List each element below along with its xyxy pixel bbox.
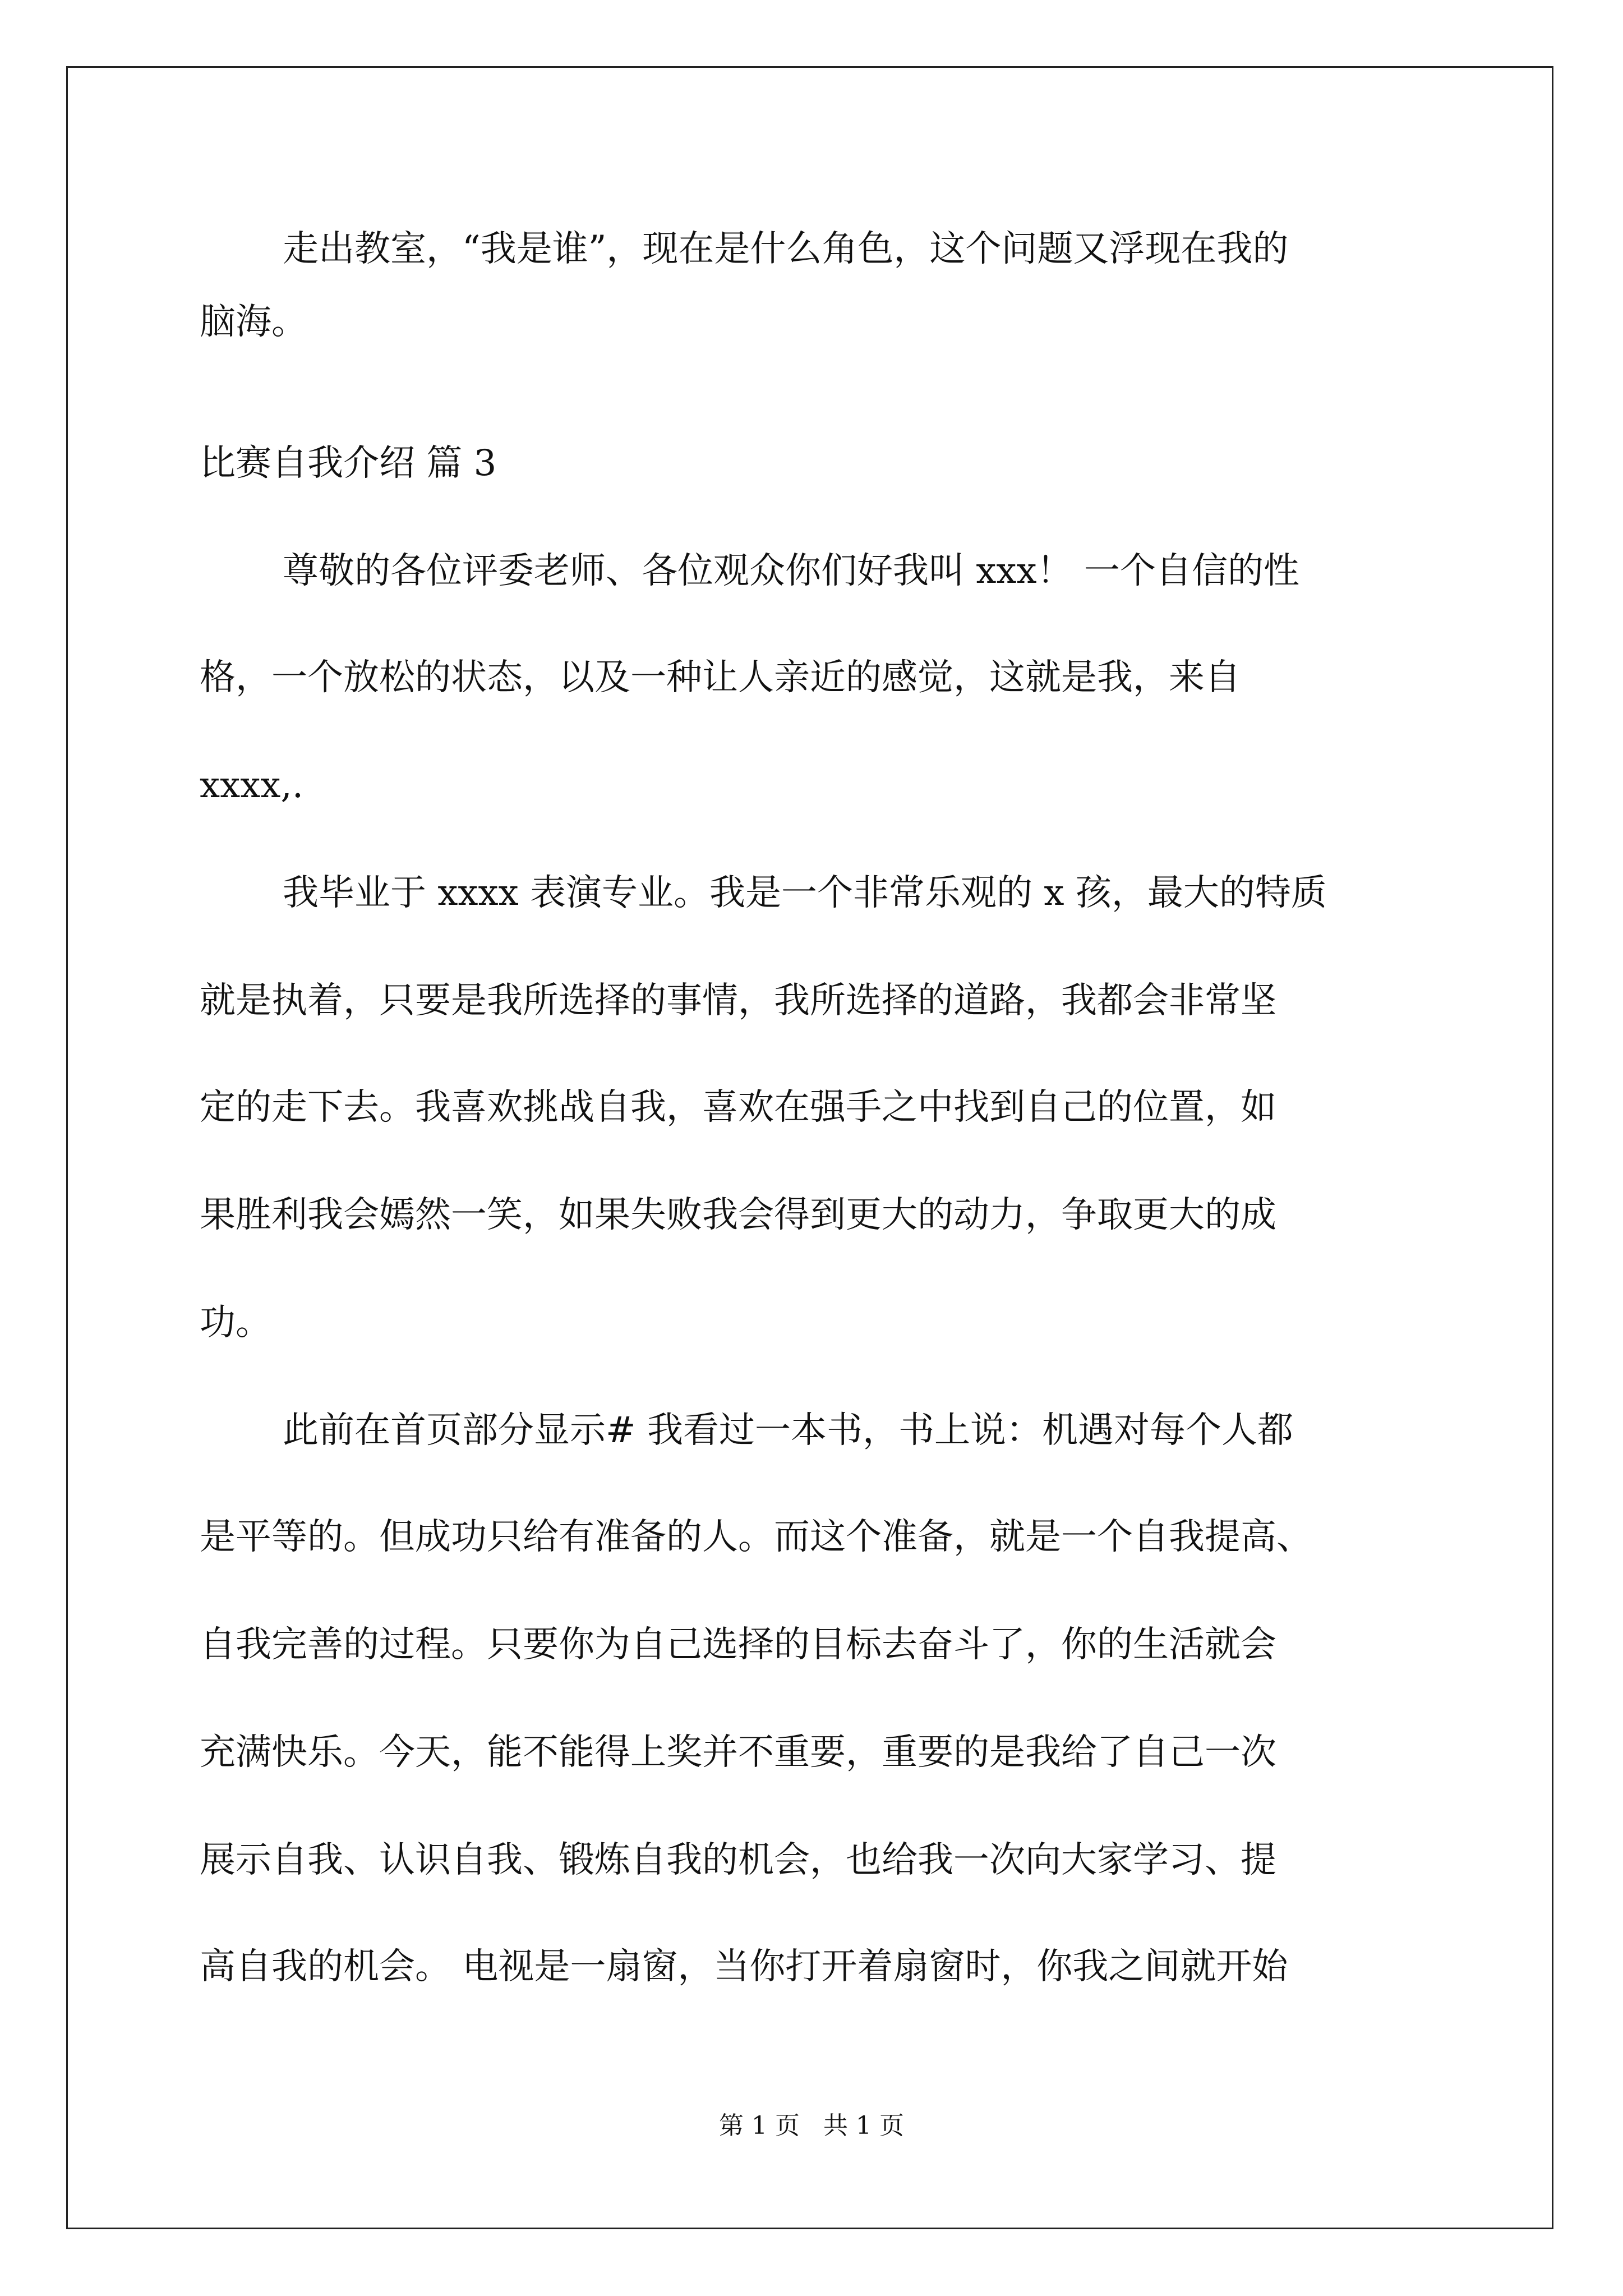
paragraph-3-line-4: 果胜利我会嫣然一笑，如果失败我会得到更大的动力，争取更大的成	[200, 1194, 1276, 1236]
section-heading: 比赛自我介绍 篇 3	[200, 443, 497, 484]
paragraph-4-line-1: 此前在首页部分显示# 我看过一本书，书上说：机遇对每个人都	[283, 1410, 1293, 1451]
paragraph-3-line-1: 我毕业于 xxxx 表演专业。我是一个非常乐观的 x 孩，最大的特质	[283, 872, 1327, 914]
paragraph-4-line-2: 是平等的。但成功只给有准备的人。而这个准备，就是一个自我提高、	[200, 1516, 1312, 1558]
paragraph-4-line-3: 自我完善的过程。只要你为自己选择的目标去奋斗了，你的生活就会	[200, 1624, 1276, 1665]
paragraph-4-line-6: 高自我的机会。 电视是一扇窗，当你打开着扇窗时，你我之间就开始	[200, 1946, 1288, 1987]
paragraph-2-line-2: 格，一个放松的状态，以及一种让人亲近的感觉，这就是我，来自	[200, 657, 1241, 698]
paragraph-1-line-1: 走出教室，“我是谁”，现在是什么角色，这个问题又浮现在我的	[283, 228, 1289, 270]
paragraph-4-line-5: 展示自我、认识自我、锻炼自我的机会，也给我一次向大家学习、提	[200, 1839, 1276, 1881]
page-number-footer: 第 1 页 共 1 页	[719, 2111, 904, 2140]
paragraph-3-line-5: 功。	[200, 1302, 271, 1343]
paragraph-4-line-4: 充满快乐。今天，能不能得上奖并不重要，重要的是我给了自己一次	[200, 1732, 1276, 1773]
paragraph-1-line-2: 脑海。	[200, 301, 307, 343]
paragraph-3-line-2: 就是执着，只要是我所选择的事情，我所选择的道路，我都会非常坚	[200, 980, 1276, 1022]
paragraph-3-line-3: 定的走下去。我喜欢挑战自我，喜欢在强手之中找到自己的位置，如	[200, 1087, 1276, 1128]
paragraph-2-line-1: 尊敬的各位评委老师、各位观众你们好我叫 xxx！ 一个自信的性	[283, 550, 1299, 592]
paragraph-2-line-3: xxxx,.	[200, 765, 304, 806]
page-border	[66, 66, 1553, 2229]
